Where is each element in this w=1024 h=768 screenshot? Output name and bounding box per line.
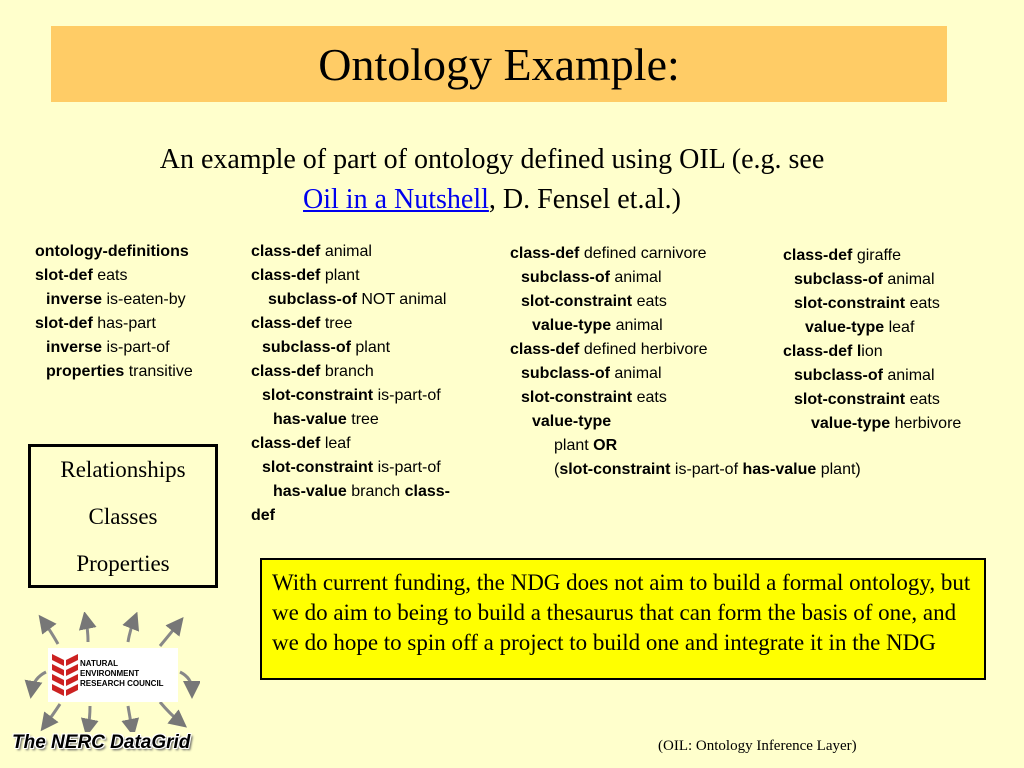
value: ( [554, 461, 560, 478]
code-line [251, 456, 450, 480]
nerc-datagrid-label: The NERC DataGrid [12, 732, 191, 753]
keyword: def [251, 507, 275, 524]
code-line [251, 384, 450, 408]
value: tree [320, 315, 353, 332]
code-line [783, 364, 961, 388]
keyword: has-value [273, 411, 347, 428]
code-line [783, 244, 961, 268]
value: eats [632, 293, 667, 310]
title-bar [51, 26, 947, 102]
classes-label: Classes [88, 503, 158, 529]
keyword: class-def l [783, 343, 862, 360]
value: NOT animal [356, 291, 447, 308]
keyword: value-type [805, 319, 885, 336]
keyword: slot-constraint [559, 461, 671, 478]
value: is-eaten-by [102, 291, 186, 308]
keyword: slot-def [35, 267, 93, 284]
value: animal [320, 243, 372, 260]
value: has-part [92, 315, 156, 332]
keyword: value-type [532, 413, 612, 430]
value: animal [611, 317, 663, 334]
nerc-logo-text [80, 659, 164, 689]
keyword: subclass-of [521, 269, 610, 286]
value: animal [882, 367, 935, 384]
oil-nutshell-link[interactable]: Oil in a Nutshell [303, 184, 489, 215]
keyword: slot-constraint [794, 391, 906, 408]
subtitle-line-2 [60, 180, 924, 220]
code-line [251, 432, 450, 456]
logo-line: NATURAL [80, 659, 119, 668]
code-line [251, 240, 450, 264]
keyword: properties [46, 363, 125, 380]
keyword: slot-constraint [262, 459, 374, 476]
value: animal [609, 269, 662, 286]
code-line [510, 434, 861, 458]
value: ion [861, 343, 883, 360]
footnote: (OIL: Ontology Inference Layer) [658, 738, 857, 754]
code-line [783, 292, 961, 316]
keyword: slot-constraint [794, 295, 906, 312]
keyword: subclass-of [268, 291, 357, 308]
code-line [251, 504, 450, 528]
keyword: subclass-of [262, 339, 351, 356]
nerc-logo-mark-icon [50, 652, 80, 698]
value: plant [554, 437, 594, 454]
relationships-box [28, 444, 218, 588]
value: leaf [884, 319, 915, 336]
subtitle [60, 140, 924, 220]
value: is-part-of [373, 387, 441, 404]
ontology-definitions-column [35, 240, 193, 384]
code-line [35, 288, 193, 312]
value: branch [346, 483, 405, 500]
keyword: slot-constraint [521, 293, 633, 310]
code-line [783, 316, 961, 340]
value: tree [346, 411, 379, 428]
value: eats [92, 267, 128, 284]
logo-line: ENVIRONMENT [80, 669, 140, 678]
code-line [783, 268, 961, 292]
value: animal [609, 365, 662, 382]
code-line [510, 458, 861, 482]
code-line [35, 360, 193, 384]
value: plant [320, 267, 360, 284]
subtitle-citation: , D. Fensel et.al.) [488, 184, 681, 215]
giraffe-lion-column [783, 244, 961, 436]
value: animal [882, 271, 935, 288]
keyword: ontology-definitions [35, 243, 189, 260]
keyword: OR [593, 437, 618, 454]
value: is-part-of [373, 459, 441, 476]
keyword: has-value [742, 461, 817, 478]
keyword: class-def [251, 435, 321, 452]
code-line [35, 264, 193, 288]
value: branch [320, 363, 374, 380]
keyword: value-type [811, 415, 891, 432]
value: leaf [320, 435, 351, 452]
value: eats [905, 391, 940, 408]
value: defined herbivore [579, 341, 708, 358]
funding-note: With current funding, the NDG does not aim to build a formal ontology, but we do aim to being to build a thesaurus that can form the basis of one, and we do hope to spin off a project to build one and integrate it in the NDG [260, 558, 986, 680]
keyword: class-def [251, 315, 321, 332]
code-line [251, 312, 450, 336]
code-line [251, 264, 450, 288]
code-line [35, 336, 193, 360]
keyword: class-def [783, 247, 853, 264]
code-line [35, 240, 193, 264]
keyword: class-def [510, 341, 580, 358]
value: eats [905, 295, 940, 312]
keyword: class-def [251, 267, 321, 284]
code-line [251, 360, 450, 384]
code-line [783, 412, 961, 436]
keyword: subclass-of [794, 367, 883, 384]
properties-label: Properties [76, 550, 170, 576]
keyword: class-def [251, 363, 321, 380]
code-line [251, 288, 450, 312]
code-line [35, 312, 193, 336]
keyword: subclass-of [521, 365, 610, 382]
keyword: slot-constraint [262, 387, 374, 404]
value: herbivore [890, 415, 962, 432]
keyword: slot-def [35, 315, 93, 332]
slide-title: Ontology Example: [318, 38, 680, 90]
keyword: slot-constraint [521, 389, 633, 406]
keyword: has-value [273, 483, 347, 500]
subtitle-line-1: An example of part of ontology defined using OIL (e.g. see [159, 144, 825, 175]
code-line [783, 388, 961, 412]
value: giraffe [852, 247, 901, 264]
code-line [251, 408, 450, 432]
keyword: class-def [251, 243, 321, 260]
keyword: class-def [510, 245, 580, 262]
relationships-label: Relationships [60, 456, 186, 482]
value: plant) [816, 461, 861, 478]
keyword: subclass-of [794, 271, 883, 288]
code-line [251, 480, 450, 504]
logo-line: RESEARCH COUNCIL [80, 679, 164, 688]
value: transitive [124, 363, 193, 380]
value: defined carnivore [579, 245, 707, 262]
code-line [251, 336, 450, 360]
value: eats [632, 389, 667, 406]
keyword: value-type [532, 317, 612, 334]
class-definitions-column [251, 240, 450, 528]
keyword: inverse [46, 291, 103, 308]
value: plant [350, 339, 391, 356]
keyword: class- [404, 483, 450, 500]
value: is-part-of [670, 461, 743, 478]
value: is-part-of [102, 339, 170, 356]
code-line [783, 340, 961, 364]
keyword: inverse [46, 339, 103, 356]
